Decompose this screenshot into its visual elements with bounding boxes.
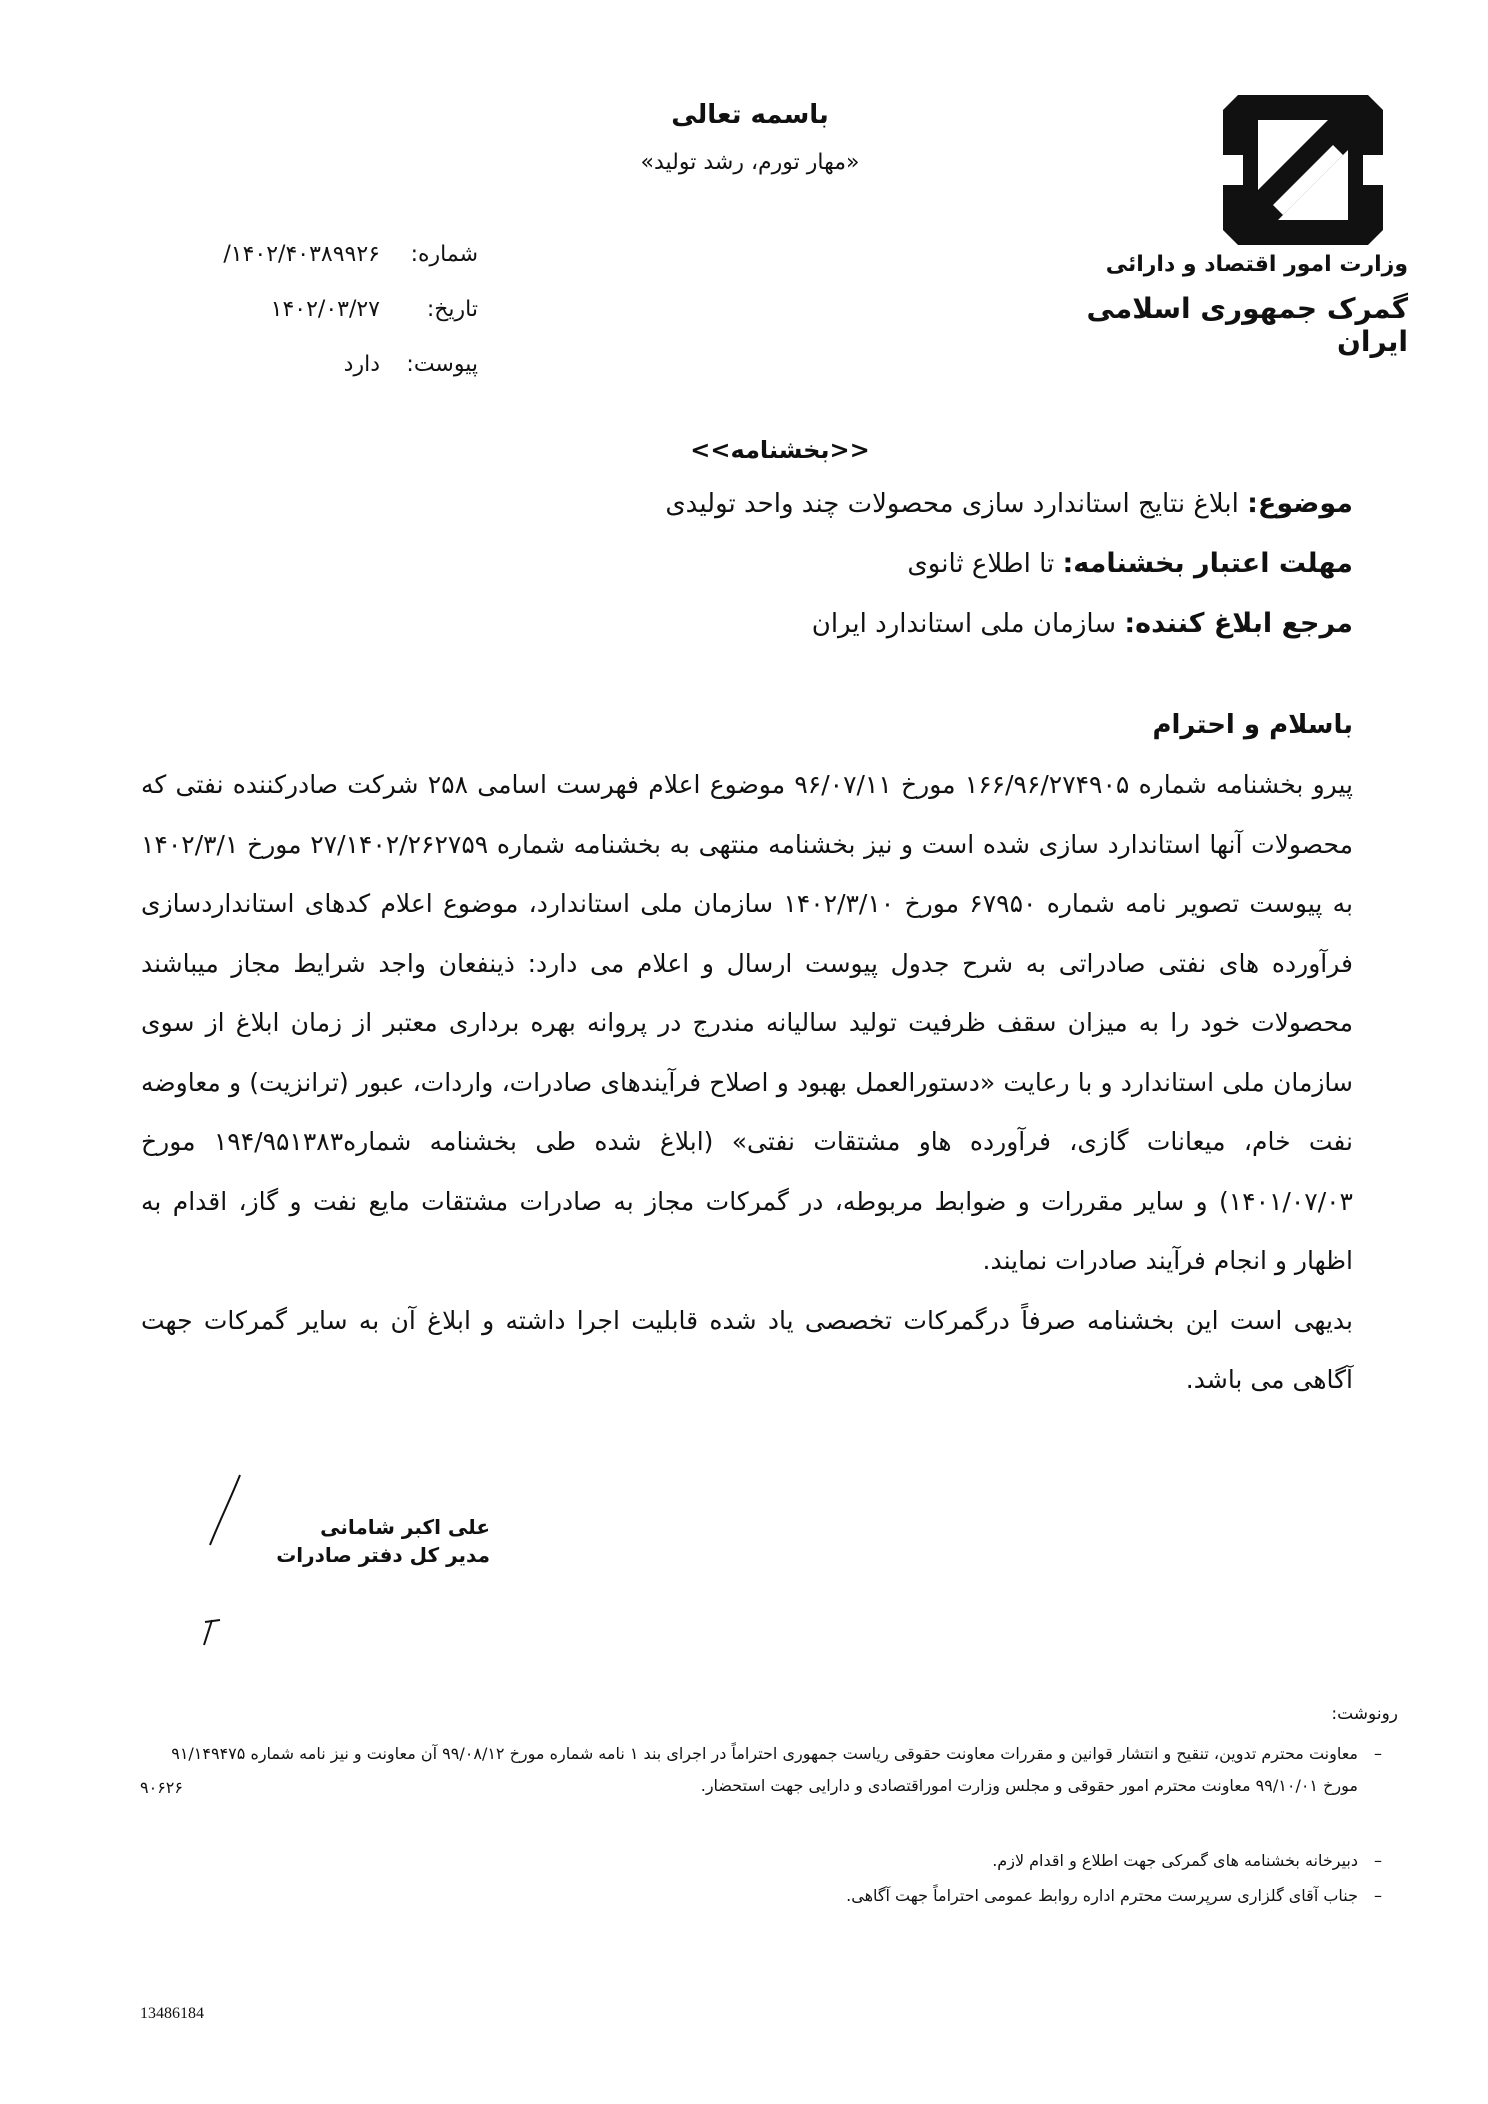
authority-label: مرجع ابلاغ کننده:: [1124, 608, 1353, 639]
number-label: شماره:: [410, 242, 478, 267]
cc-code: ۹۰۶۲۶: [140, 1778, 183, 1797]
greeting: باسلام و احترام: [1152, 710, 1353, 740]
cc-item: [68, 1845, 1398, 1877]
attachment-label: پیوست:: [406, 352, 478, 377]
bismillah: باسمه تعالی: [671, 100, 829, 130]
authority-value: سازمان ملی استاندارد ایران: [811, 609, 1117, 639]
cc-title: رونوشت:: [1331, 1704, 1398, 1724]
cc-item-text: جناب آقای گلزاری سرپرست محترم اداره روابط عمومی احتراماً جهت آگاهی.: [846, 1886, 1358, 1905]
cc-bullet: –: [1374, 1886, 1382, 1905]
cc-bullet: –: [1374, 1744, 1382, 1763]
circular-title: <<بخشنامه>>: [690, 436, 870, 464]
attachment-value: دارد: [343, 352, 380, 377]
subject-line: [133, 488, 1353, 519]
body-paragraph-2: بدیهی است این بخشنامه صرفاً درگمرکات تخصصی یاد شده قابلیت اجرا داشته و ابلاغ آن به سایر گمرکات جهت آگاهی می باشد.: [141, 1305, 1353, 1394]
signer-title: مدیر کل دفتر صادرات: [276, 1543, 490, 1567]
cc-item-text: دبیرخانه بخشنامه های گمرکی جهت اطلاع و اقدام لازم.: [992, 1851, 1358, 1870]
validity-value: تا اطلاع ثانوی: [907, 549, 1055, 579]
document-number: 13486184: [140, 2005, 204, 2022]
motto: «مهار تورم، رشد تولید»: [640, 150, 860, 175]
date-value: ۱۴۰۲/۰۳/۲۷: [270, 297, 380, 322]
cc-item-text: معاونت محترم تدوین، تنقیح و انتشار قوانین و مقررات معاونت حقوقی ریاست جمهوری احتراماً در اجرای بند ۱ نامه شماره مورخ ۹۹/۰۸/۱۲ آن معاونت و نیز نامه شماره ۹۱/۱۴۹۴۷۵ مورخ ۹۹/۱۰/۰۱ معاونت محترم امور حقوقی و مجلس وزارت اموراقتصادی و دارایی جهت استحضار.: [171, 1744, 1358, 1795]
number-value: ۱۴۰۲/۴۰۳۸۹۹۲۶/: [223, 242, 380, 267]
date-label: تاریخ:: [426, 297, 478, 322]
authority-line: [133, 608, 1353, 639]
validity-line: [133, 548, 1353, 579]
cc-item: [68, 1738, 1398, 1802]
ministry-name: وزارت امور اقتصاد و دارائی: [1105, 252, 1408, 277]
validity-label: مهلت اعتبار بخشنامه:: [1062, 548, 1353, 579]
subject-value: ابلاغ نتایج استاندارد سازی محصولات چند واحد تولیدی: [665, 489, 1239, 519]
cc-bullet: –: [1374, 1851, 1382, 1870]
letter-body: [141, 755, 1353, 1410]
customs-logo: [1218, 90, 1388, 250]
cc-item: [68, 1880, 1398, 1912]
organization-name: گمرک جمهوری اسلامی ایران: [1086, 292, 1408, 358]
signer-name: علی اکبر شامانی: [320, 1515, 490, 1539]
body-paragraph-1: پیرو بخشنامه شماره ۱۶۶/۹۶/۲۷۴۹۰۵ مورخ ۹۶/۰۷/۱۱ موضوع اعلام فهرست اسامی ۲۵۸ شرکت صادرکننده نفتی که محصولات آنها استاندارد سازی شده است و نیز بخشنامه منتهی به بخشنامه شماره ۲۷/۱۴۰۲/۲۶۲۷۵۹ مورخ ۱۴۰۲/۳/۱ به پیوست تصویر نامه شماره ۶۷۹۵۰ مورخ ۱۴۰۲/۳/۱۰ سازمان ملی استاندارد، موضوع اعلام کدهای استانداردسازی فرآورده های نفتی صادراتی به شرح جدول پیوست ارسال و اعلام می دارد: ذینفعان واجد شرایط مجاز میباشند محصولات خود را به میزان سقف ظرفیت تولید سالیانه مندرج در پروانه بهره برداری معتبر از زمان ابلاغ از سوی سازمان ملی استاندارد و با رعایت «دستورالعمل بهبود و اصلاح فرآیندهای صادرات، واردات، عبور (ترانزیت) و معاوضه نفت خام، میعانات گازی، فرآورده هاو مشتقات نفتی» (ابلاغ شده طی بخشنامه شماره۱۹۴/۹۵۱۳۸۳ مورخ ۱۴۰۱/۰۷/۰۳) و سایر مقررات و ضوابط مربوطه، در گمرکات مجاز به صادرات مشتقات مایع نفت و گاز، اقدام به اظهار و انجام فرآیند صادرات نمایند.: [141, 770, 1354, 1275]
subject-label: موضوع:: [1247, 488, 1353, 519]
